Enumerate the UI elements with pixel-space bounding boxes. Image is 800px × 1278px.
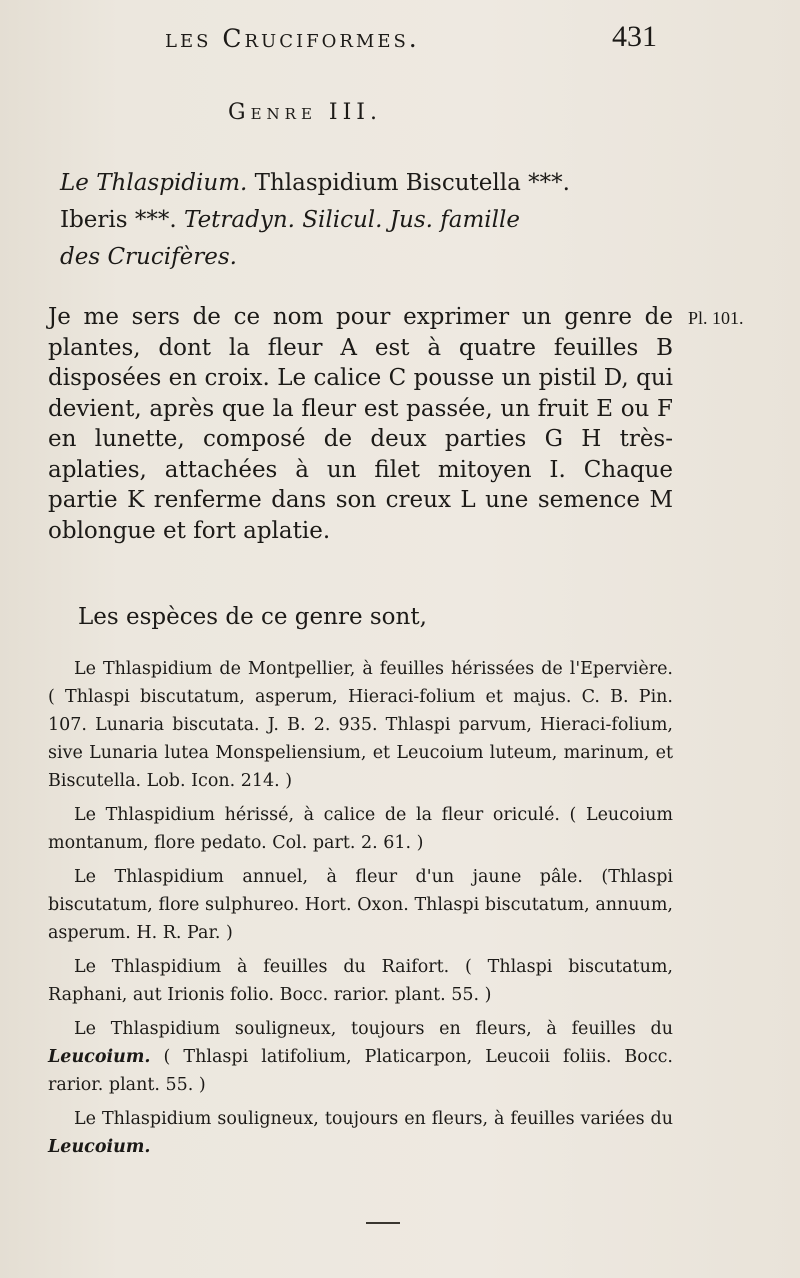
genus-description: Je me sers de ce nom pour exprimer un genre de plantes, dont la fleur A est à quatre feuilles B disposées en croix. Le calice C pousse un pistil D, qui devient, après que la fleur est passée, un fruit E ou F en lunette, composé de deux parties G H très-aplaties, attachées à un filet mitoyen I. Chaque partie K renferme dans son creux L une semence M oblongue et fort aplatie. [48, 304, 673, 544]
genus-synonym-1: Thlaspidium Biscutella ***. [254, 170, 570, 196]
species-entry: Le Thlaspidium annuel, à fleur d'un jaune pâle. (Thlaspi biscutatum, flore sulphureo. Hort. Oxon. Thlaspi biscutatum, annuum, asperum. H. R. Par. ) [48, 867, 673, 943]
genus-name: Le Thlaspidium. [60, 170, 248, 196]
running-title: les Cruciformes. [165, 24, 420, 53]
genus-classification: Tetradyn. Silicul. Jus. famille [184, 207, 520, 233]
species-entry: Le Thlaspidium à feuilles du Raifort. ( Thlaspi biscutatum, Raphani, aut Irionis folio. Bocc. rarior. plant. 55. ) [48, 957, 673, 1005]
species-entry: Le Thlaspidium souligneux, toujours en fleurs, à feuilles variées du Leucoium. [48, 1109, 673, 1157]
end-rule [366, 1222, 400, 1224]
genre-heading: Genre III. [228, 100, 382, 125]
species-heading: Les espèces de ce genre sont, [78, 604, 427, 630]
species-entry: Le Thlaspidium hérissé, à calice de la fleur oriculé. ( Leucoium montanum, flore pedato. Col. part. 2. 61. ) [48, 805, 673, 853]
plate-reference: Pl. 101. [688, 308, 744, 328]
page-number: 431 [612, 20, 657, 53]
species-entry: Le Thlaspidium de Montpellier, à feuilles hérissées de l'Epervière. ( Thlaspi biscutatum, asperum, Hieraci-folium et majus. C. B. Pin. 107. Lunaria biscutata. J. B. 2. 935. Thlaspi parvum, Hieraci-folium, sive Lunaria lutea Monspeliensium, et Leucoium luteum, marinum, et Biscutella. Lob. Icon. 214. ) [48, 659, 673, 791]
genus-title-block [60, 165, 680, 276]
species-entry: Le Thlaspidium souligneux, toujours en fleurs, à feuilles du Leucoium. ( Thlaspi latifolium, Platicarpon, Leucoii foliis. Bocc. rarior. plant. 55. ) [48, 1019, 673, 1095]
genus-synonym-2: Iberis ***. [60, 207, 177, 233]
species-list [48, 655, 673, 1167]
genus-family: des Crucifères. [60, 244, 237, 270]
